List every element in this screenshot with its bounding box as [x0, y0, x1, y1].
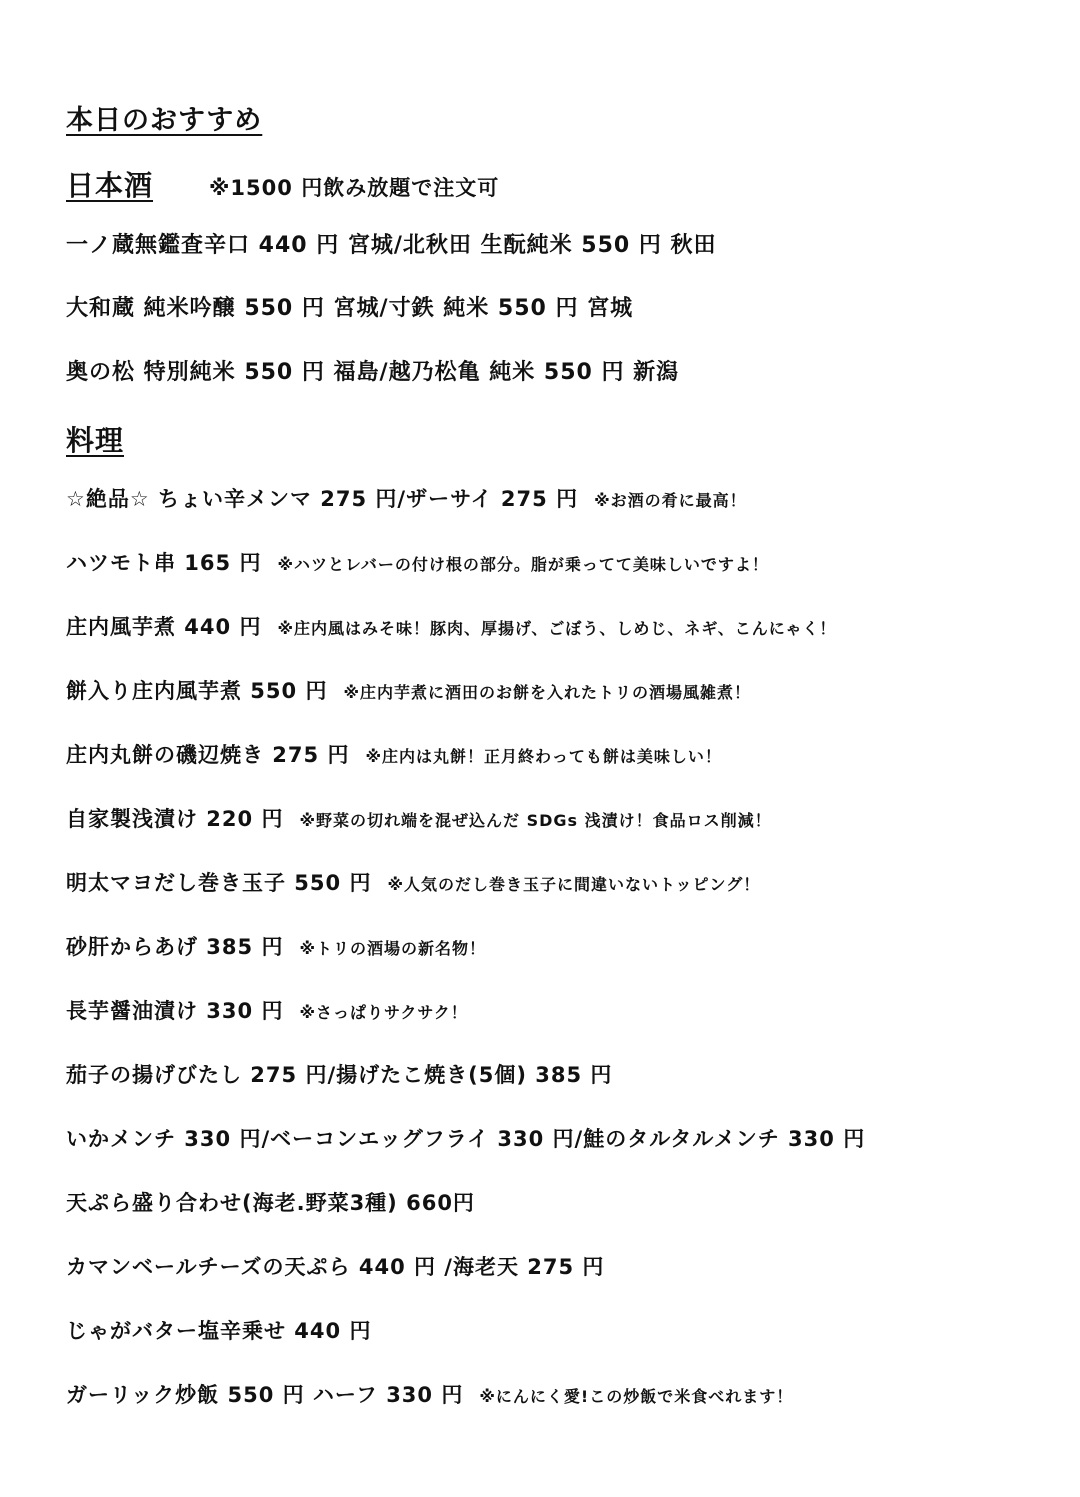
menu-item: [66, 1251, 604, 1281]
menu-item: [66, 803, 772, 833]
menu-item: [66, 1059, 612, 1089]
menu-item-text: 茄子の揚げびたし 275 円/揚げたこ焼き(5個) 385 円: [66, 1063, 613, 1087]
menu-item-text: ☆絶品☆ ちょい辛メンマ 275 円/ザーサイ 275 円: [66, 487, 579, 511]
menu-item: [66, 547, 769, 577]
menu-item-text: いかメンチ 330 円/ベーコンエッグフライ 330 円/鮭のタルタルメンチ 330 円: [66, 1127, 866, 1151]
menu-item-note: ※ハツとレバーの付け根の部分。脂が乗ってて美味しいですよ！: [277, 555, 769, 574]
menu-item-note: ※トリの酒場の新名物！: [299, 939, 487, 958]
menu-item-note: ※庄内芋煮に酒田のお餅を入れたトリの酒場風雑煮！: [343, 683, 752, 702]
menu-item-note: ※さっぱりサクサク！: [299, 1003, 468, 1022]
menu-item: [66, 995, 468, 1025]
menu-item-note: ※人気のだし巻き玉子に間違いないトッピング！: [387, 875, 761, 894]
menu-item: [66, 611, 836, 641]
menu-item-text: 自家製浅漬け 220 円: [66, 807, 284, 831]
menu-item-text: 砂肝からあげ 385 円: [66, 935, 284, 959]
menu-item-text: 長芋醤油漬け 330 円: [66, 999, 284, 1023]
menu-item-text: 天ぷら盛り合わせ(海老.野菜3種) 660円: [66, 1191, 475, 1215]
menu-item-note: ※にんにく愛!この炒飯で米食べれます！: [479, 1387, 794, 1406]
menu-item-text: 明太マヨだし巻き玉子 550 円: [66, 871, 372, 895]
menu-item: [66, 739, 722, 769]
menu-item: [66, 1123, 865, 1153]
menu-item: [66, 1379, 793, 1409]
page-title: 本日のおすすめ: [66, 105, 263, 136]
menu-item-text: じゃがバター塩辛乗せ 440 円: [66, 1319, 372, 1343]
sake-heading: 日本酒: [66, 169, 154, 202]
menu-item: [66, 1187, 475, 1217]
menu-item-note: ※お酒の肴に最高！: [594, 491, 747, 510]
food-heading: 料理: [66, 424, 125, 457]
sake-heading-note: ※1500 円飲み放題で注文可: [209, 176, 500, 200]
menu-item-text: 庄内風芋煮 440 円: [66, 615, 262, 639]
menu-item-text: 餅入り庄内風芋煮 550 円: [66, 679, 328, 703]
menu-item: [66, 931, 486, 961]
sake-row: 大和蔵 純米吟醸 550 円 宮城/寸鉄 純米 550 円 宮城: [66, 296, 634, 321]
menu-item-text: 庄内丸餅の磯辺焼き 275 円: [66, 743, 350, 767]
menu-item-note: ※野菜の切れ端を混ぜ込んだ SDGs 浅漬け！食品ロス削減！: [299, 811, 772, 830]
menu-item: [66, 483, 747, 513]
menu-item-text: ハツモト串 165 円: [66, 551, 262, 575]
menu-item-note: ※庄内は丸餅！正月終わっても餅は美味しい！: [365, 747, 722, 766]
menu-item: [66, 1315, 371, 1345]
menu-item-text: カマンベールチーズの天ぷら 440 円 /海老天 275 円: [66, 1255, 605, 1279]
menu-item: [66, 867, 760, 897]
sake-heading-row: [66, 164, 499, 204]
menu-item: [66, 675, 751, 705]
sake-row: 一ノ蔵無鑑査辛口 440 円 宮城/北秋田 生酛純米 550 円 秋田: [66, 233, 717, 258]
menu-item-text: ガーリック炒飯 550 円 ハーフ 330 円: [66, 1383, 464, 1407]
sake-row: 奥の松 特別純米 550 円 福島/越乃松亀 純米 550 円 新潟: [66, 360, 680, 385]
menu-item-note: ※庄内風はみそ味！豚肉、厚揚げ、ごぼう、しめじ、ネギ、こんにゃく！: [277, 619, 837, 638]
